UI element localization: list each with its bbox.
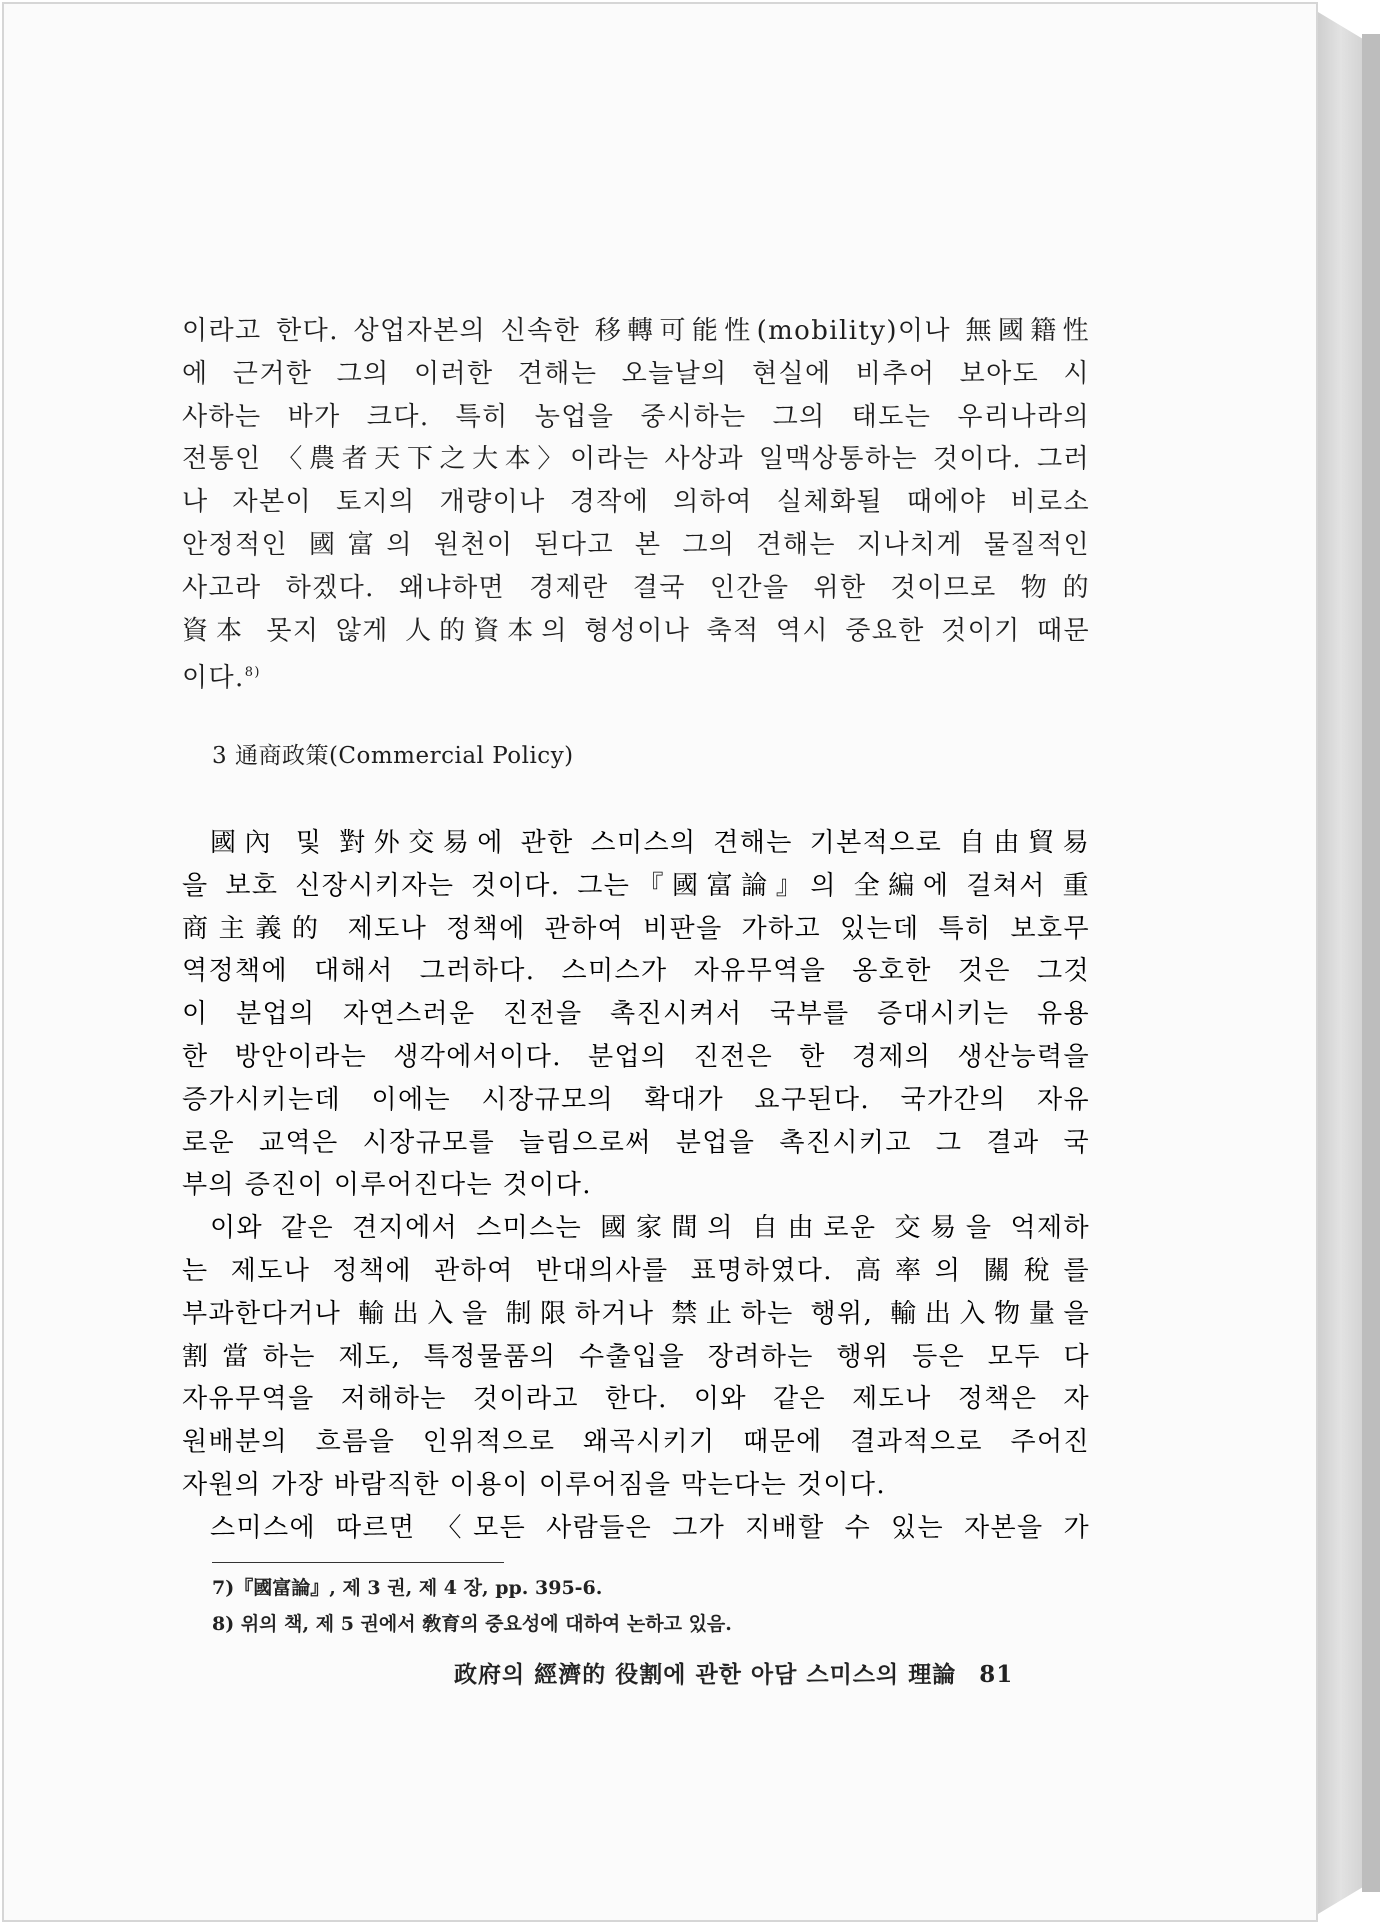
text-line: 商主義的 제도나 정책에 관하여 비판을 가하고 있는데 특히 보호무 <box>182 913 1090 944</box>
text-line: 안정적인 國富의 원천이 된다고 본 그의 견해는 지나치게 물질적인 <box>182 529 1090 560</box>
text-line: 이와 같은 견지에서 스미스는 國家間의 自由로운 交易을 억제하 <box>210 1213 1090 1244</box>
text-line: 원배분의 흐름을 인위적으로 왜곡시키기 때문에 결과적으로 주어진 <box>182 1427 1090 1458</box>
text-line: 을 보호 신장시키자는 것이다. 그는『國富論』의 全編에 걸쳐서 重 <box>182 870 1090 901</box>
text-line: 資本 못지 않게 人的資本의 형성이나 축적 역시 중요한 것이기 때문 <box>182 615 1090 646</box>
text-line: 이 분업의 자연스러운 진전을 촉진시켜서 국부를 증대시키는 유용 <box>182 999 1090 1030</box>
text-line: 부과한다거나 輸出入을 制限하거나 禁止하는 행위, 輸出入物量을 <box>182 1298 1090 1329</box>
text-line: 증가시키는데 이에는 시장규모의 확대가 요구된다. 국가간의 자유 <box>182 1084 1090 1115</box>
page-stack-edge <box>1318 0 1382 1926</box>
running-footer-title: 政府의 經濟的 役割에 관한 아담 스미스의 理論 <box>454 1661 957 1688</box>
footnotes <box>212 1570 1072 1642</box>
section-heading: 3 通商政策(Commercial Policy) <box>212 743 574 769</box>
book-page <box>2 2 1318 1922</box>
footnote-ref-8: 8) <box>244 665 261 681</box>
text-line: 사하는 바가 크다. 특히 농업을 중시하는 그의 태도는 우리나라의 <box>182 401 1090 432</box>
text-line: 부의 증진이 이루어진다는 것이다. <box>182 1170 592 1201</box>
text-line: 자원의 가장 바람직한 이용이 이루어짐을 막는다는 것이다. <box>182 1469 887 1500</box>
text-line: 스미스에 따르면 〈모든 사람들은 그가 지배할 수 있는 자본을 가 <box>210 1512 1090 1543</box>
text-line: 나 자본이 토지의 개량이나 경작에 의하여 실체화될 때에야 비로소 <box>182 487 1090 518</box>
text-line: 역정책에 대해서 그러하다. 스미스가 자유무역을 옹호한 것은 그것 <box>182 956 1090 987</box>
text-line: 한 방안이라는 생각에서이다. 분업의 진전은 한 경제의 생산능력을 <box>182 1041 1090 1072</box>
footnote-8: 8) 위의 책, 제 5 권에서 敎育의 중요성에 대하여 논하고 있음. <box>212 1613 732 1635</box>
page-edge <box>1318 12 1368 1914</box>
footnote-divider <box>212 1562 504 1563</box>
text-line: 割當하는 제도, 특정물품의 수출입을 장려하는 행위 등은 모두 다 <box>182 1341 1090 1372</box>
text-line: 는 제도나 정책에 관하여 반대의사를 표명하였다. 高率의 關稅를 <box>182 1255 1090 1286</box>
text-line: 자유무역을 저해하는 것이라고 한다. 이와 같은 제도나 정책은 자 <box>182 1384 1090 1415</box>
text-line: 에 근거한 그의 이러한 견해는 오늘날의 현실에 비추어 보아도 시 <box>182 358 1090 389</box>
footnote-7: 7)『國富論』, 제 3 권, 제 4 장, pp. 395-6. <box>212 1577 603 1599</box>
text-line: 國內 및 對外交易에 관한 스미스의 견해는 기본적으로 自由貿易 <box>210 828 1090 858</box>
text-line: 이라고 한다. 상업자본의 신속한 移轉可能性(mobility)이나 無國籍性 <box>182 316 1090 346</box>
text-line: 전통인 〈農者天下之大本〉이라는 사상과 일맥상통하는 것이다. 그러 <box>182 444 1090 475</box>
page-edge-shadow <box>1362 34 1380 1892</box>
text-line: 로운 교역은 시장규모를 늘림으로써 분업을 촉진시키고 그 결과 국 <box>182 1127 1090 1158</box>
text-line <box>182 652 1090 700</box>
text-line: 사고라 하겠다. 왜냐하면 경제란 결국 인간을 위한 것이므로 物的 <box>182 572 1090 603</box>
paragraph-1 <box>182 310 1090 700</box>
running-footer <box>454 1656 1054 1689</box>
paragraph-2 <box>182 822 1090 1550</box>
text-line-content: 이다. <box>182 663 245 694</box>
page-number: 81 <box>979 1661 1014 1688</box>
